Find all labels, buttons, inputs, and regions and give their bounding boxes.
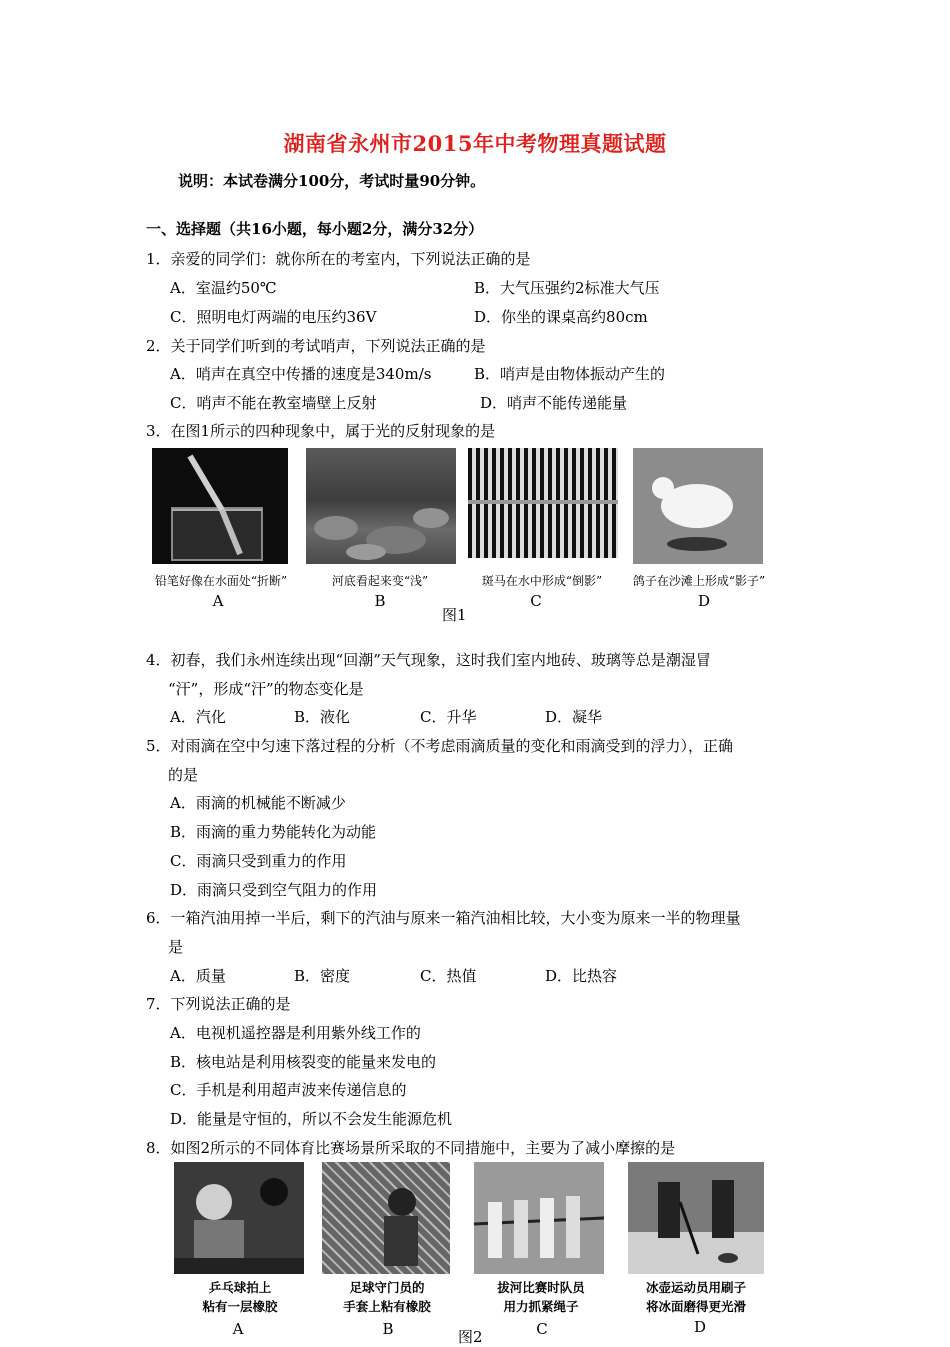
figure-2 (170, 1162, 770, 1344)
figure2-caption-c-line1: 拔河比赛时队员 (497, 1280, 585, 1295)
option-6d: D．比热容 (545, 967, 618, 985)
option-1c: C．照明电灯两端的电压约36V (170, 308, 377, 326)
figure2-caption-c (470, 1278, 612, 1316)
figure2-letter-c: C (536, 1320, 548, 1338)
figure2-caption-c-line2: 用力抓紧绳子 (503, 1299, 579, 1314)
photo-dove-shadow (633, 448, 763, 564)
question-6: 6．一箱汽油用掉一半后，剩下的汽油与原来一箱汽油相比较，大小变为原来一半的物理量 (146, 909, 741, 927)
figure2-caption-a (170, 1278, 310, 1316)
option-5b: B．雨滴的重力势能转化为动能 (170, 823, 377, 841)
option-5d: D．雨滴只受到空气阻力的作用 (170, 881, 378, 899)
question-5-cont: 的是 (168, 766, 199, 784)
option-7c: C．手机是利用超声波来传递信息的 (170, 1081, 407, 1099)
figure2-caption-b-line1: 足球守门员的 (349, 1280, 425, 1295)
question-1: 1．亲爱的同学们：就你所在的考室内，下列说法正确的是 (146, 250, 531, 268)
figure2-caption-d (622, 1278, 770, 1316)
question-6-cont: 是 (168, 938, 184, 956)
option-2c: C．哨声不能在教室墙壁上反射 (170, 394, 377, 412)
figure2-letter-b: B (382, 1320, 394, 1338)
option-4a: A．汽化 (170, 708, 226, 726)
option-2a: A．哨声在真空中传播的速度是340m/s (170, 365, 432, 383)
photo-river-bottom (306, 448, 456, 564)
exam-title: 湖南省永州市2015年中考物理真题试题 (283, 131, 667, 156)
figure2-caption-d-line1: 冰壶运动员用刷子 (645, 1280, 746, 1295)
option-7a: A．电视机遥控器是利用紫外线工作的 (170, 1024, 421, 1042)
option-6a: A．质量 (170, 967, 226, 985)
figure1-letter-a: A (212, 592, 224, 610)
figure1-letter-b: B (374, 592, 386, 610)
figure1-caption-b: 河底看起来变“浅” (331, 574, 429, 588)
figure1-label: 图1 (442, 606, 467, 624)
figure2-caption-b (316, 1278, 458, 1316)
option-2b: B．哨声是由物体振动产生的 (474, 365, 666, 383)
figure2-caption-a-line1: 乒乓球拍上 (208, 1280, 272, 1295)
figure1-caption-c: 斑马在水中形成“倒影” (481, 574, 603, 588)
figure2-caption-d-line2: 将冰面磨得更光滑 (645, 1299, 746, 1314)
option-2d: D．哨声不能传递能量 (480, 394, 628, 412)
question-3: 3．在图1所示的四种现象中，属于光的反射现象的是 (146, 422, 496, 440)
section-heading: 一、选择题（共16小题，每小题2分，满分32分） (146, 220, 484, 238)
option-6c: C．热值 (420, 967, 477, 985)
question-5: 5．对雨滴在空中匀速下落过程的分析（不考虑雨滴质量的变化和雨滴受到的浮力），正确 (146, 737, 734, 755)
question-7: 7．下列说法正确的是 (146, 995, 291, 1013)
option-4c: C．升华 (420, 708, 477, 726)
figure1-letter-d: D (697, 592, 711, 610)
photo-table-tennis (174, 1162, 304, 1274)
figure1-caption-d: 鸽子在沙滩上形成“影子” (632, 574, 766, 588)
figure2-label: 图2 (458, 1328, 483, 1346)
figure2-letter-d: D (693, 1318, 707, 1336)
question-4: 4．初春，我们永州连续出现“回潮”天气现象，这时我们室内地砖、玻璃等总是潮湿冒 (146, 651, 711, 669)
option-5c: C．雨滴只受到重力的作用 (170, 852, 347, 870)
question-8: 8．如图2所示的不同体育比赛场景所采取的不同措施中，主要为了减小摩擦的是 (146, 1139, 676, 1157)
option-1d: D．你坐的课桌高约80cm (474, 308, 648, 326)
option-7d: D．能量是守恒的，所以不会发生能源危机 (170, 1110, 453, 1128)
option-1a: A．室温约50℃ (170, 279, 277, 297)
option-5a: A．雨滴的机械能不断减少 (170, 794, 346, 812)
figure-1 (146, 448, 774, 624)
option-7b: B．核电站是利用核裂变的能量来发电的 (170, 1053, 437, 1071)
figure1-letter-c: C (530, 592, 542, 610)
photo-goalkeeper (322, 1162, 450, 1274)
figure1-caption-a: 铅笔好像在水面处“折断” (154, 574, 288, 588)
option-4b: B．液化 (294, 708, 351, 726)
option-4d: D．凝华 (545, 708, 603, 726)
figure2-caption-b-line2: 手套上粘有橡胶 (343, 1299, 431, 1314)
figure2-letter-a: A (232, 1320, 244, 1338)
photo-tug-of-war (474, 1162, 604, 1274)
figure2-caption-a-line2: 粘有一层橡胶 (202, 1299, 278, 1314)
question-2: 2．关于同学们听到的考试哨声，下列说法正确的是 (146, 337, 486, 355)
option-6b: B．密度 (294, 967, 351, 985)
photo-zebra-reflection (468, 448, 618, 558)
photo-pencil-in-water (152, 448, 288, 564)
photo-curling (628, 1162, 764, 1274)
question-4-cont: “汗”，形成“汗”的物态变化是 (168, 680, 364, 698)
option-1b: B．大气压强约2标准大气压 (474, 279, 660, 297)
exam-note: 说明：本试卷满分100分，考试时量90分钟。 (178, 172, 486, 190)
